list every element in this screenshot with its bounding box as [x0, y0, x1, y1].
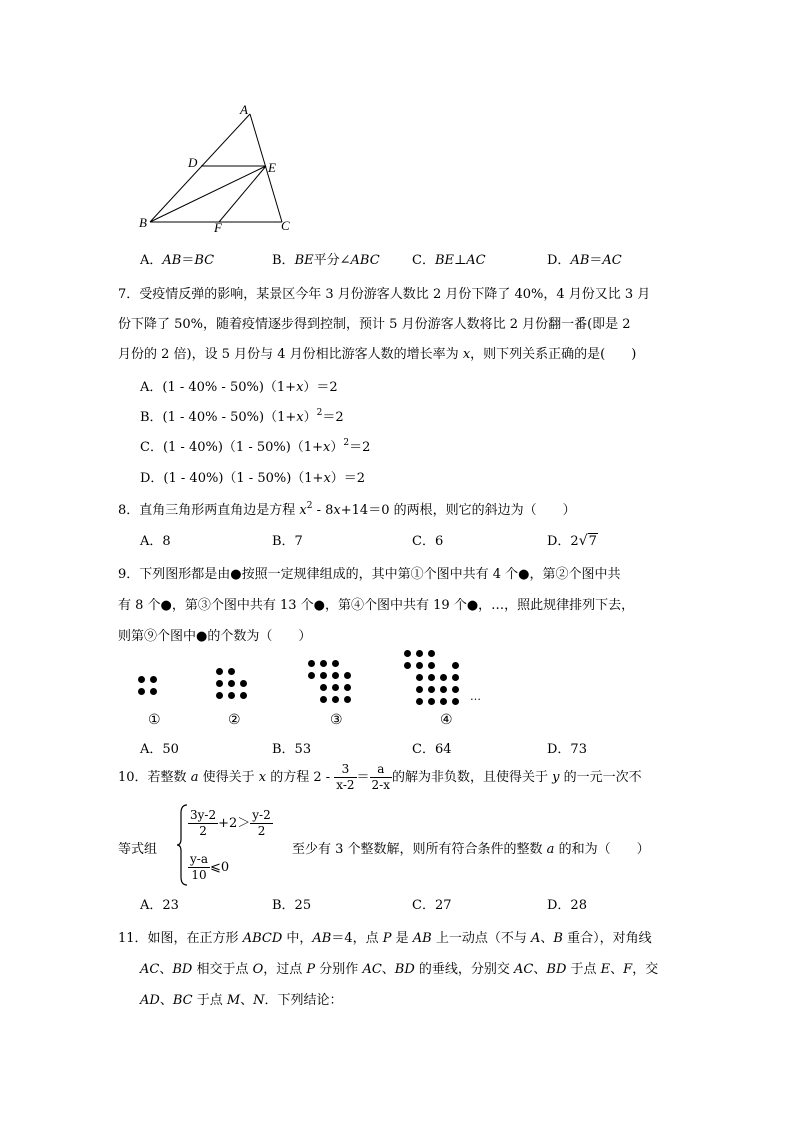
point-label-a: A	[240, 102, 248, 117]
q9-line-1: 9．下列图形都是由●按照一定规律组成的，其中第①个图中共有 4 个●，第②个图中共	[118, 567, 621, 582]
q10-stem-line-1: 10．若整数 a 使得关于 x 的方程 2 - $\frac{3}{x-2}$ ＝ $\frac{a}{2-x}$ 的解为非负数，且使得关于 y 的一元一次不	[118, 762, 642, 792]
q8-option-b[interactable]: B．7	[272, 534, 303, 549]
q6-option-a[interactable]: A．AB＝BC	[140, 253, 215, 268]
q9-option-b[interactable]: B．53	[272, 742, 312, 757]
inequality-2: $\frac{y-a}{10}$ ⩽0	[190, 852, 230, 882]
q10-option-b[interactable]: B．25	[272, 898, 312, 913]
fig-label-1: ①	[148, 712, 161, 728]
q11-line-1: 11．如图，在正方形 ABCD 中，AB＝4，点 P 是 AB 上一动点（不与 A、B 重合），对角线	[118, 931, 652, 946]
q8-option-a[interactable]: A．8	[140, 534, 171, 549]
sqrt-symbol: √	[578, 533, 588, 549]
q7-option-b[interactable]: B．$(1 - 40\% - 50\%)(1+x)^2=2$	[140, 408, 344, 425]
q11-line-2: AC、BD 相交于点 O，过点 P 分别作 AC、BD 的垂线，分别交 AC、BD 于点 E、F，交	[140, 962, 659, 977]
point-label-d: D	[188, 155, 198, 170]
q9-line-3: 则第⑨个图中●的个数为（ ）	[118, 629, 312, 644]
q10-inequality-label: 等式组	[118, 842, 158, 857]
q7-line-3: 月份的 2 倍)，设 5 月份与 4 月份相比游客人数的增长率为 x，则下列关系正确的是( )	[118, 347, 637, 362]
dot-figure-1	[136, 674, 166, 704]
q7-option-a[interactable]: A．(1 - 40% - 50%)（1+x）＝2	[140, 380, 338, 395]
q9-option-d[interactable]: D．73	[547, 742, 587, 757]
q10-stem-line-2-tail: 至少有 3 个整数解，则所有符合条件的整数 a 的和为（ ）	[292, 842, 650, 857]
dot-figure-3	[306, 658, 362, 708]
q9-option-c[interactable]: C．64	[412, 742, 452, 757]
fig-label-3: ③	[330, 712, 343, 728]
fig-label-4: ④	[440, 712, 453, 728]
point-label-f: F	[214, 220, 222, 235]
q6-option-c[interactable]: C．BE⊥AC	[412, 253, 486, 268]
system-brace	[176, 803, 188, 887]
dot-figure-4	[402, 648, 468, 710]
point-label-e: E	[268, 160, 276, 175]
fraction-a-over-2-minus-x: $\frac{a}{2-x}$	[371, 762, 390, 792]
q11-line-3: AD、BC 于点 M、N．下列结论：	[140, 993, 343, 1008]
q7-option-d[interactable]: D．(1 - 40%)（1 - 50%)（1+x）＝2	[140, 471, 366, 486]
q7-line-2: 份下降了 50%，随着疫情逐步得到控制，预计 5 月份游客人数将比 2 月份翻一番(即是 2	[118, 317, 631, 332]
q6-option-b[interactable]: B．BE平分∠ABC	[272, 253, 380, 268]
q10-option-a[interactable]: A．23	[140, 898, 179, 913]
inequality-1: $\frac{3y-2}{2}$ +2＞ $\frac{y-2}{2}$	[190, 808, 271, 838]
point-label-b: B	[139, 215, 147, 230]
q9-option-a[interactable]: A．50	[140, 742, 179, 757]
q6-option-d[interactable]: D．AB＝AC	[547, 253, 622, 268]
point-label-c: C	[281, 218, 290, 233]
q8-stem: 8．直角三角形两直角边是方程 $x^2 - 8x+14=0$ 的两根，则它的斜边为（ ）	[118, 501, 576, 518]
q8-option-d[interactable]: D．2√7	[547, 533, 597, 549]
dot-figure-2	[214, 666, 254, 706]
q9-line-2: 有 8 个●，第③个图中共有 13 个●，第④个图中共有 19 个●，…，照此规律排列下去，	[118, 598, 635, 613]
q7-line-1: 7．受疫情反弹的影响，某景区今年 3 月份游客人数比 2 月份下降了 40%，4 月份又比 3 月	[118, 287, 651, 302]
q8-option-c[interactable]: C．6	[412, 534, 444, 549]
dot-ellipsis: …	[470, 690, 481, 703]
fraction-3-over-x-minus-2: $\frac{3}{x-2}$	[336, 762, 355, 792]
q10-option-c[interactable]: C．27	[412, 898, 452, 913]
q10-option-d[interactable]: D．28	[547, 898, 587, 913]
fig-label-2: ②	[228, 712, 241, 728]
q7-option-c[interactable]: C．$(1 - 40\%)(1 - 50\%)(1+x)^2=2$	[140, 438, 371, 455]
